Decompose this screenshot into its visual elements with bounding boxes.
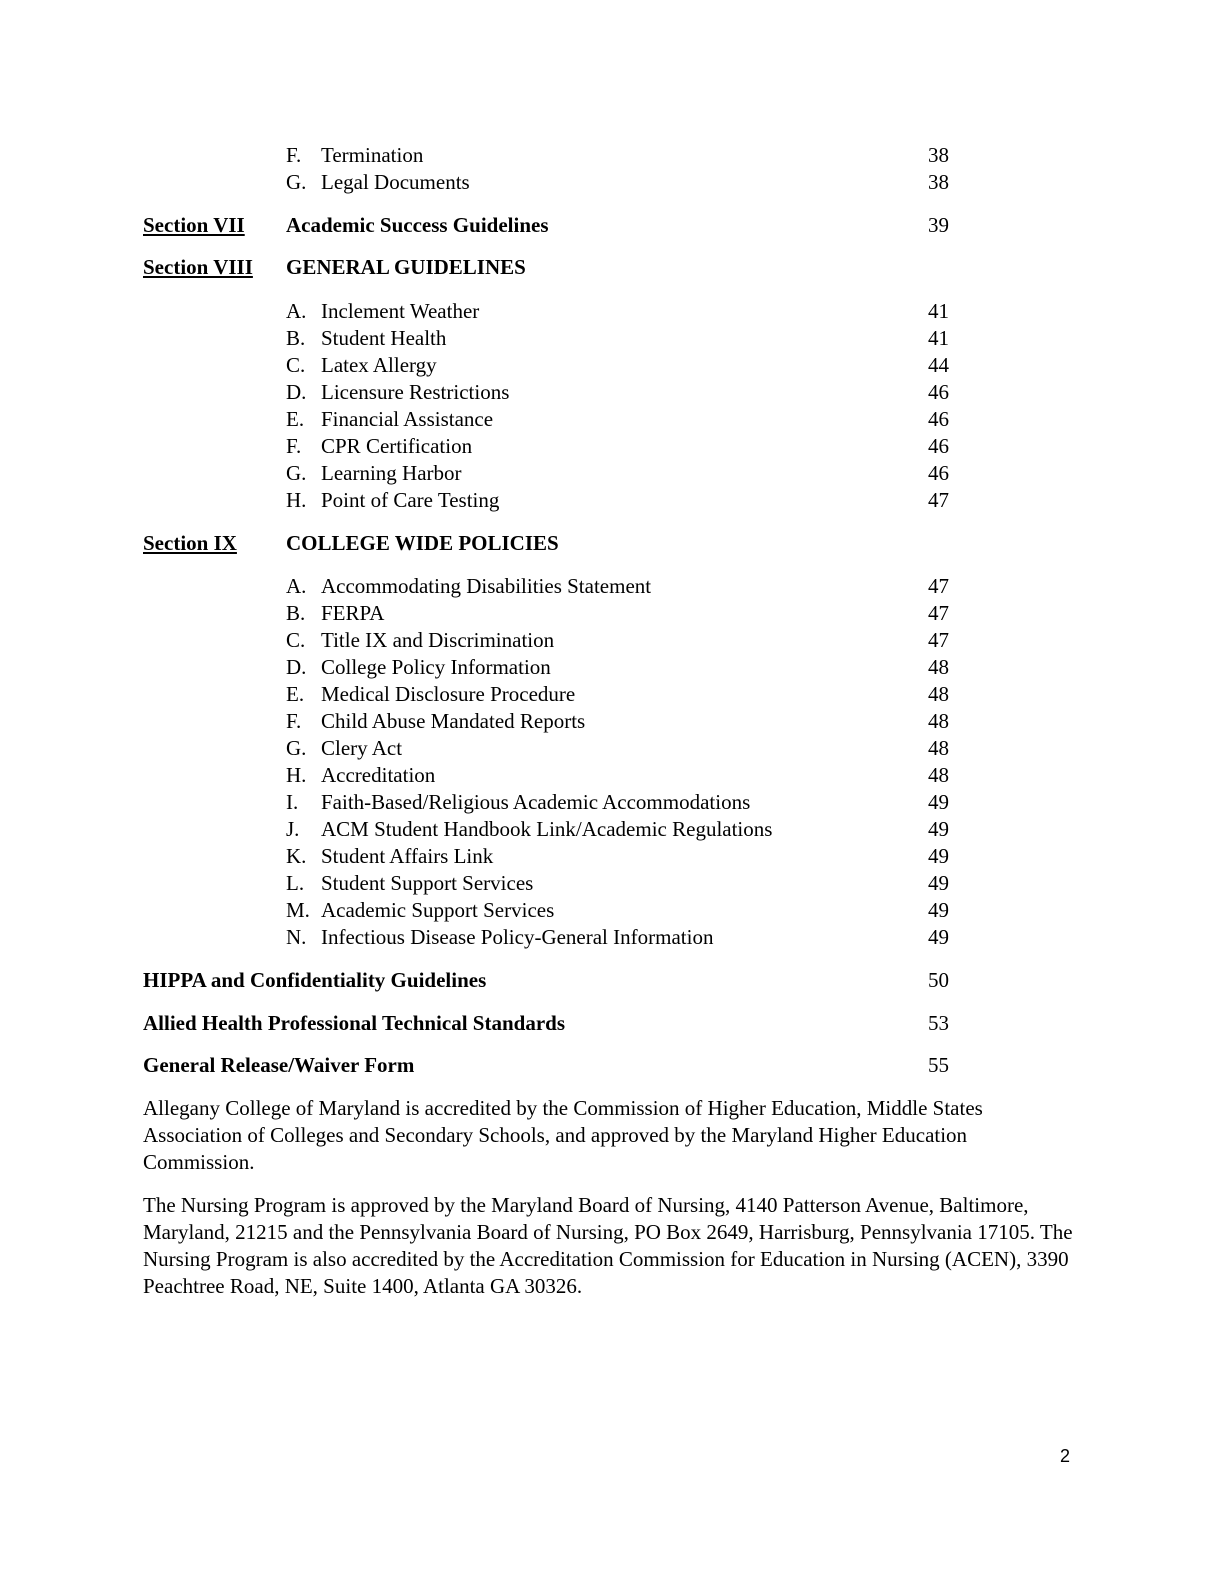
toc-entry-letter: F. [286, 709, 302, 733]
section-label: Section IX [143, 531, 237, 555]
toc-entry [0, 762, 1224, 789]
toc-entry-page: 47 [928, 628, 949, 652]
toc-entry-page: 48 [928, 655, 949, 679]
toc-entry [0, 681, 1224, 708]
toc-entry-title: Academic Support Services [321, 898, 555, 922]
toc-entry [0, 298, 1224, 325]
page-number: 2 [1059, 1446, 1070, 1466]
toc-entry-letter: H. [286, 488, 307, 512]
appendix-page: 53 [928, 1011, 949, 1035]
toc-entry-title: Infectious Disease Policy-General Information [321, 925, 714, 949]
toc-entry-letter: G. [286, 736, 307, 760]
toc-entry-page: 48 [928, 736, 949, 760]
toc-entry-page: 47 [928, 574, 949, 598]
toc-entry-title: Title IX and Discrimination [321, 628, 555, 652]
toc-entry-letter: M. [286, 898, 310, 922]
toc-entry-title: Student Support Services [321, 871, 534, 895]
toc-entry-letter: N. [286, 925, 307, 949]
toc-entry [0, 406, 1224, 433]
toc-section-viii [0, 254, 1224, 281]
toc-entry [0, 897, 1224, 924]
toc-entry [0, 142, 1224, 169]
toc-entry-letter: G. [286, 461, 307, 485]
accreditation-nursing-paragraph: The Nursing Program is approved by the Maryland Board of Nursing, 4140 Patterson Avenue, Baltimore, Maryland, 21215 and the Pennsylvania Board of Nursing, PO Box 2649, Harrisburg, Pennsylvania 17105. The Nursing Program is also accredited by the Accreditation Commission for Education in Nursing (ACEN), 3390 Peachtree Road, NE, Suite 1400, Atlanta GA 30326. [143, 1193, 1073, 1298]
toc-entry-letter: B. [286, 326, 306, 350]
toc-entry [0, 573, 1224, 600]
toc-entry-page: 44 [928, 353, 949, 377]
toc-entry-page: 49 [928, 898, 949, 922]
toc-entry [0, 600, 1224, 627]
toc-entry [0, 870, 1224, 897]
toc-entry [0, 627, 1224, 654]
toc-entry [0, 924, 1224, 951]
toc-entry-letter: B. [286, 601, 306, 625]
toc-entry-title: Student Health [321, 326, 447, 350]
toc-entry [0, 460, 1224, 487]
toc-entry-title: Latex Allergy [321, 353, 437, 377]
toc-entry-letter: J. [286, 817, 300, 841]
section-title: COLLEGE WIDE POLICIES [286, 531, 559, 555]
toc-entry-title: Legal Documents [321, 170, 470, 194]
section-title: GENERAL GUIDELINES [286, 255, 526, 279]
appendix-title: HIPPA and Confidentiality Guidelines [143, 968, 487, 992]
accreditation-college-paragraph: Allegany College of Maryland is accredited by the Commission of Higher Education, Middle States Association of Colleges and Secondary Schools, and approved by the Maryland Higher Education Commission. [143, 1096, 983, 1174]
toc-entry-page: 49 [928, 817, 949, 841]
toc-entry-letter: A. [286, 574, 307, 598]
toc-entry-letter: I. [286, 790, 299, 814]
toc-entry [0, 735, 1224, 762]
section-page: 39 [928, 213, 949, 237]
toc-entry-letter: K. [286, 844, 307, 868]
toc-entry-title: College Policy Information [321, 655, 551, 679]
toc-entry-title: Clery Act [321, 736, 403, 760]
toc-entry-letter: F. [286, 434, 302, 458]
section-title: Academic Success Guidelines [286, 213, 549, 237]
toc-entry-letter: F. [286, 143, 302, 167]
toc-appendix-entry [0, 1052, 1224, 1079]
toc-entry-letter: H. [286, 763, 307, 787]
appendix-title: Allied Health Professional Technical Standards [143, 1011, 565, 1035]
toc-entry-page: 38 [928, 143, 949, 167]
toc-entry-letter: C. [286, 353, 306, 377]
toc-entry-page: 41 [928, 326, 949, 350]
toc-entry-title: Faith-Based/Religious Academic Accommodations [321, 790, 751, 814]
toc-entry-title: Accreditation [321, 763, 436, 787]
toc-entry-title: CPR Certification [321, 434, 473, 458]
toc-entry-title: Student Affairs Link [321, 844, 494, 868]
toc-entry [0, 169, 1224, 196]
toc-entry-title: ACM Student Handbook Link/Academic Regulations [321, 817, 773, 841]
toc-entry [0, 433, 1224, 460]
section-label: Section VII [143, 213, 245, 237]
section-label: Section VIII [143, 255, 253, 279]
toc-entry-letter: C. [286, 628, 306, 652]
toc-section-vii [0, 212, 1224, 239]
toc-entry [0, 789, 1224, 816]
toc-entry [0, 708, 1224, 735]
toc-entry [0, 843, 1224, 870]
toc-entry-title: Child Abuse Mandated Reports [321, 709, 586, 733]
toc-entry-title: Financial Assistance [321, 407, 494, 431]
toc-entry-page: 48 [928, 682, 949, 706]
toc-entry-letter: A. [286, 299, 307, 323]
toc-entry-title: Inclement Weather [321, 299, 480, 323]
toc-entry-page: 47 [928, 488, 949, 512]
appendix-title: General Release/Waiver Form [143, 1053, 415, 1077]
toc-entry-page: 49 [928, 844, 949, 868]
toc-entry-title: Medical Disclosure Procedure [321, 682, 576, 706]
toc-section-ix [0, 530, 1224, 557]
toc-entry-page: 46 [928, 407, 949, 431]
toc-entry-page: 46 [928, 380, 949, 404]
toc-entry-letter: G. [286, 170, 307, 194]
toc-entry-letter: E. [286, 407, 305, 431]
toc-entry-title: Accommodating Disabilities Statement [321, 574, 652, 598]
toc-entry-title: Learning Harbor [321, 461, 462, 485]
toc-entry-page: 49 [928, 925, 949, 949]
toc-entry [0, 379, 1224, 406]
toc-entry-page: 48 [928, 763, 949, 787]
appendix-page: 50 [928, 968, 949, 992]
toc-entry-title: Termination [321, 143, 424, 167]
toc-entry-title: FERPA [321, 601, 385, 625]
toc-entry-page: 41 [928, 299, 949, 323]
toc-appendix-entry [0, 1010, 1224, 1037]
toc-entry-title: Point of Care Testing [321, 488, 500, 512]
toc-entry-page: 49 [928, 790, 949, 814]
toc-entry-page: 38 [928, 170, 949, 194]
toc-entry [0, 325, 1224, 352]
toc-entry-letter: E. [286, 682, 305, 706]
toc-entry-page: 47 [928, 601, 949, 625]
toc-appendix-entry [0, 967, 1224, 994]
toc-entry-page: 46 [928, 461, 949, 485]
toc-entry [0, 352, 1224, 379]
appendix-page: 55 [928, 1053, 949, 1077]
toc-entry [0, 654, 1224, 681]
toc-entry-letter: D. [286, 655, 307, 679]
toc-entry-page: 46 [928, 434, 949, 458]
toc-entry-page: 49 [928, 871, 949, 895]
toc-entry [0, 487, 1224, 514]
toc-entry [0, 816, 1224, 843]
toc-entry-title: Licensure Restrictions [321, 380, 510, 404]
toc-entry-page: 48 [928, 709, 949, 733]
toc-entry-letter: D. [286, 380, 307, 404]
toc-entry-letter: L. [286, 871, 305, 895]
